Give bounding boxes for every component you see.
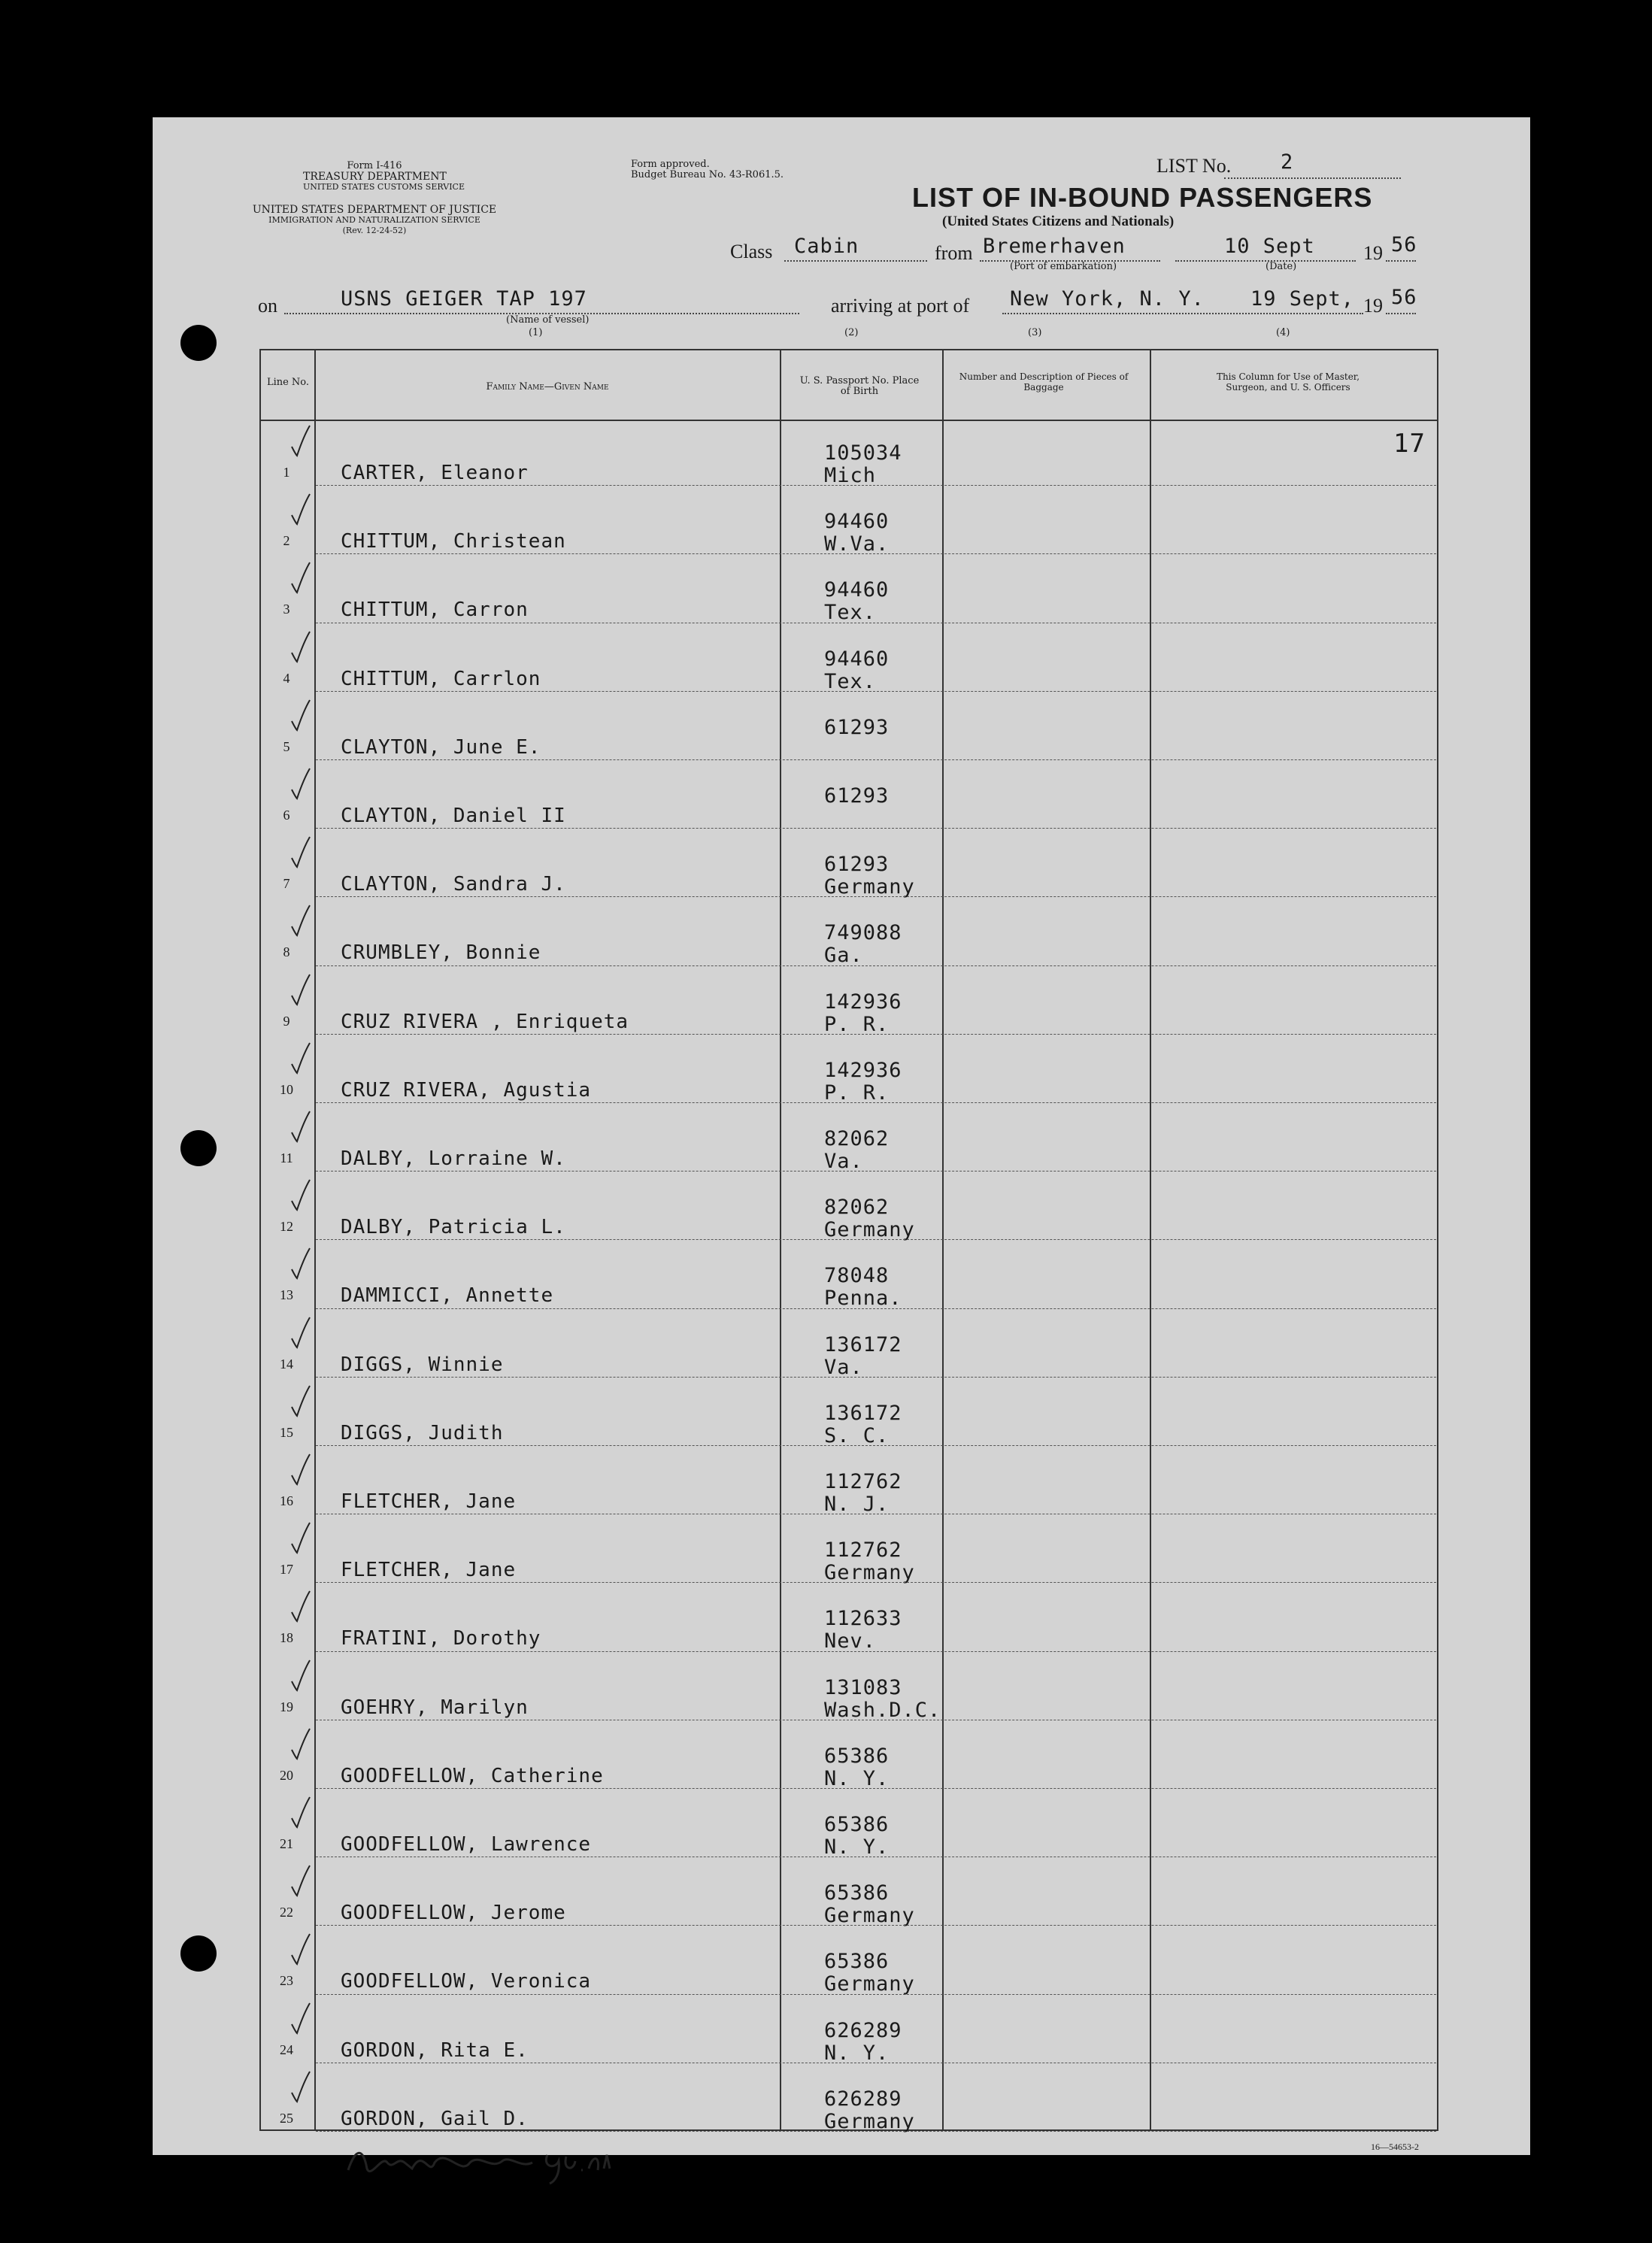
passport-number: 626289 — [824, 2018, 902, 2042]
passport-number: 136172 — [824, 1401, 902, 1425]
passport-number: 61293 — [824, 715, 890, 739]
passport-number: 61293 — [824, 853, 890, 877]
checkmark-icon — [289, 630, 312, 663]
passenger-name: GORDON, Rita E. — [341, 2038, 529, 2062]
checkmark-icon — [289, 1041, 312, 1075]
list-no-value: 2 — [1281, 150, 1294, 174]
header-line-no: Line No. — [266, 377, 310, 388]
customs-service: UNITED STATES CUSTOMS SERVICE — [303, 182, 465, 192]
row-rule — [316, 1445, 1436, 1446]
place-of-birth: Ga. — [824, 944, 863, 968]
checkmark-icon — [289, 1590, 312, 1623]
checkmark-icon — [289, 2002, 312, 2035]
year-prefix: 19 — [1363, 242, 1383, 264]
place-of-birth: Va. — [824, 1150, 863, 1173]
line-number: 12 — [280, 1219, 293, 1235]
row-rule — [316, 1994, 1436, 1995]
place-of-birth: Germany — [824, 2109, 915, 2133]
checkmark-icon — [289, 1178, 312, 1211]
line-number: 16 — [280, 1493, 293, 1508]
passport-number: 142936 — [824, 1058, 902, 1082]
place-of-birth: Tex. — [824, 669, 877, 693]
place-of-birth: Wash.D.C. — [824, 1698, 941, 1722]
checkmark-icon — [289, 1247, 312, 1280]
checkmark-icon — [289, 835, 312, 868]
header-baggage: Number and Description of Pieces of Baggage — [959, 371, 1129, 393]
passenger-name: DIGGS, Judith — [341, 1421, 504, 1444]
passenger-name: GOODFELLOW, Catherine — [341, 1764, 604, 1787]
line-number: 21 — [280, 1836, 293, 1851]
row-rule — [316, 1308, 1436, 1309]
col-3-label: (3) — [1028, 327, 1042, 338]
passport-number: 82062 — [824, 1127, 890, 1150]
departure-date: 10 Sept — [1224, 235, 1315, 258]
row-rule — [316, 759, 1436, 760]
line-number: 13 — [280, 1287, 293, 1303]
checkmark-icon — [289, 493, 312, 526]
header-officers: This Column for Use of Master, Surgeon, and U. S. Officers — [1216, 371, 1360, 393]
line-number: 18 — [280, 1630, 293, 1646]
passenger-name: CHITTUM, Carron — [341, 599, 529, 622]
passenger-name: FLETCHER, Jane — [341, 1490, 517, 1513]
passport-number: 61293 — [824, 784, 890, 808]
place-of-birth: Va. — [824, 1355, 863, 1379]
line-number: 19 — [280, 1699, 293, 1714]
ins-service: IMMIGRATION AND NATURALIZATION SERVICE — [268, 215, 480, 225]
place-of-birth: Germany — [824, 1904, 915, 1928]
arrival-year-prefix: 19 — [1363, 295, 1383, 317]
line-number: 15 — [280, 1424, 293, 1440]
place-of-birth: N. J. — [824, 1493, 890, 1516]
line-number: 24 — [280, 2041, 293, 2057]
from-port: Bremerhaven — [983, 235, 1126, 258]
row-rule — [316, 2131, 1436, 2132]
checkmark-icon — [289, 1110, 312, 1143]
row-rule — [316, 1102, 1436, 1103]
row-rule — [316, 1788, 1436, 1789]
header-passport: U. S. Passport No. Place of Birth — [799, 375, 920, 397]
passport-number: 112762 — [824, 1470, 902, 1493]
line-number: 23 — [280, 1973, 293, 1989]
revision-date: (Rev. 12-24-52) — [342, 226, 407, 235]
treasury-dept: TREASURY DEPARTMENT — [303, 171, 447, 183]
place-of-birth: P. R. — [824, 1081, 890, 1105]
arriving-label: arriving at port of — [831, 295, 970, 317]
row-rule — [316, 553, 1436, 554]
passenger-name: CLAYTON, June E. — [341, 735, 541, 759]
checkmark-icon — [289, 1453, 312, 1486]
row-rule — [316, 1239, 1436, 1240]
on-label: on — [258, 295, 277, 317]
row-rule — [316, 1377, 1436, 1378]
passport-number: 65386 — [824, 1744, 890, 1768]
passport-number: 65386 — [824, 1950, 890, 1974]
class-value: Cabin — [794, 235, 859, 258]
passport-number: 94460 — [824, 578, 890, 602]
line-number: 17 — [280, 1562, 293, 1578]
checkmark-icon — [289, 1521, 312, 1554]
passenger-name: CLAYTON, Daniel II — [341, 805, 566, 827]
date-caption: (Date) — [1266, 261, 1297, 272]
row-rule — [316, 1171, 1436, 1172]
page-title: LIST OF IN-BOUND PASSENGERS — [912, 182, 1373, 213]
passenger-name: CRUZ RIVERA, Agustia — [341, 1078, 592, 1102]
checkmark-icon — [289, 1796, 312, 1829]
line-number: 2 — [283, 533, 290, 549]
class-label: Class — [730, 241, 773, 262]
line-number: 20 — [280, 1767, 293, 1783]
passport-number: 65386 — [824, 1881, 890, 1905]
checkmark-icon — [289, 424, 312, 457]
arrival-date: 19 Sept, — [1250, 287, 1355, 311]
row-rule — [316, 828, 1436, 829]
place-of-birth: N. Y. — [824, 1766, 890, 1790]
passenger-name: GORDON, Gail D. — [341, 2107, 529, 2130]
justice-dept: UNITED STATES DEPARTMENT OF JUSTICE — [252, 204, 497, 216]
passenger-name: CHITTUM, Carrlon — [341, 667, 541, 690]
binder-hole — [180, 325, 217, 361]
row-rule — [316, 1651, 1436, 1652]
passport-number: 626289 — [824, 2087, 902, 2111]
row-rule — [316, 691, 1436, 692]
row-rule — [316, 896, 1436, 897]
row-rule — [316, 965, 1436, 966]
passenger-name: CLAYTON, Sandra J. — [341, 873, 566, 896]
passenger-name: CARTER, Eleanor — [341, 462, 529, 484]
passport-number: 136172 — [824, 1332, 902, 1356]
line-number: 6 — [283, 808, 290, 823]
passenger-name: DAMMICCI, Annette — [341, 1284, 554, 1308]
form-approved: Form approved. — [631, 159, 710, 170]
from-label: from — [935, 242, 973, 264]
line-number: 11 — [280, 1150, 293, 1165]
checkmark-icon — [289, 2070, 312, 2103]
col-1-label: (1) — [529, 327, 543, 338]
passenger-name: FLETCHER, Jane — [341, 1559, 517, 1582]
binder-hole — [180, 1935, 217, 1972]
checkmark-icon — [289, 904, 312, 937]
vessel-caption: (Name of vessel) — [506, 314, 590, 326]
row-rule — [316, 1582, 1436, 1583]
passport-number: 82062 — [824, 1196, 890, 1220]
passenger-name: GOODFELLOW, Veronica — [341, 1970, 592, 1993]
place-of-birth: W.Va. — [824, 532, 890, 556]
row-rule — [316, 1925, 1436, 1926]
passport-number: 65386 — [824, 1813, 890, 1836]
passport-number: 105034 — [824, 441, 902, 465]
passport-number: 94460 — [824, 510, 890, 534]
line-number: 14 — [280, 1356, 293, 1372]
place-of-birth: Mich — [824, 464, 877, 487]
line-number: 7 — [283, 876, 290, 892]
arrival-port: New York, N. Y. — [1010, 287, 1205, 311]
passport-number: 112633 — [824, 1607, 902, 1631]
place-of-birth: Germany — [824, 1972, 915, 1996]
place-of-birth: Penna. — [824, 1287, 902, 1311]
list-no-label: LIST No. — [1156, 155, 1232, 177]
col-2-label: (2) — [844, 327, 859, 338]
passenger-name: CRUMBLEY, Bonnie — [341, 941, 541, 965]
passport-number: 142936 — [824, 990, 902, 1014]
departure-year: 56 — [1391, 233, 1417, 256]
checkmark-icon — [289, 1864, 312, 1897]
line-number: 3 — [283, 602, 290, 617]
passport-number: 112762 — [824, 1538, 902, 1563]
place-of-birth: Germany — [824, 875, 915, 899]
passenger-name: GOEHRY, Marilyn — [341, 1696, 529, 1719]
line-number: 10 — [280, 1081, 293, 1097]
checkmark-icon — [289, 1932, 312, 1966]
passenger-name: DALBY, Patricia L. — [341, 1216, 566, 1239]
row-rule — [316, 485, 1436, 486]
line-number: 25 — [280, 2110, 293, 2126]
passenger-name: FRATINI, Dorothy — [341, 1627, 541, 1650]
line-number: 4 — [283, 670, 290, 686]
place-of-birth: Tex. — [824, 601, 877, 625]
place-of-birth: S. C. — [824, 1423, 890, 1447]
place-of-birth: N. Y. — [824, 2041, 890, 2065]
checkmark-icon — [289, 1316, 312, 1349]
port-caption: (Port of embarkation) — [1010, 261, 1117, 272]
checkmark-icon — [289, 699, 312, 732]
checkmark-icon — [289, 973, 312, 1006]
vessel-name: USNS GEIGER TAP 197 — [341, 287, 587, 311]
binder-hole — [180, 1130, 217, 1166]
checkmark-icon — [289, 1659, 312, 1692]
place-of-birth: Germany — [824, 1561, 915, 1585]
checkmark-icon — [289, 767, 312, 800]
budget-bureau: Budget Bureau No. 43-R061.5. — [631, 169, 784, 180]
page-subtitle: (United States Citizens and Nationals) — [942, 214, 1175, 229]
checkmark-icon — [289, 561, 312, 594]
place-of-birth: Nev. — [824, 1629, 877, 1653]
passport-number: 94460 — [824, 647, 890, 671]
row-rule — [316, 1034, 1436, 1035]
print-code: 16—54653-2 — [1371, 2141, 1419, 2152]
col-4-label: (4) — [1276, 327, 1290, 338]
passenger-name: GOODFELLOW, Jerome — [341, 1902, 566, 1925]
arrival-year: 56 — [1391, 286, 1417, 309]
passenger-name: GOODFELLOW, Lawrence — [341, 1833, 592, 1856]
manifest-page — [153, 117, 1530, 2155]
place-of-birth: Germany — [824, 1218, 915, 1242]
place-of-birth: N. Y. — [824, 1835, 890, 1859]
line-number: 22 — [280, 1905, 293, 1920]
line-number: 5 — [283, 738, 290, 754]
passport-number: 749088 — [824, 921, 902, 945]
place-of-birth: P. R. — [824, 1012, 890, 1036]
header-name: Family Name—Given Name — [486, 381, 609, 393]
inspector-signature — [341, 2140, 611, 2193]
passenger-name: DIGGS, Winnie — [341, 1353, 504, 1376]
line-number: 8 — [283, 944, 290, 960]
passenger-name: CHITTUM, Christean — [341, 530, 566, 553]
officer-note: 17 — [1393, 429, 1426, 459]
passport-number: 131083 — [824, 1675, 902, 1699]
line-number: 9 — [283, 1013, 290, 1029]
passenger-name: DALBY, Lorraine W. — [341, 1147, 566, 1170]
checkmark-icon — [289, 1727, 312, 1760]
form-number: Form I-416 — [347, 160, 402, 171]
checkmark-icon — [289, 1384, 312, 1417]
passenger-name: CRUZ RIVERA , Enriqueta — [341, 1010, 629, 1033]
passport-number: 78048 — [824, 1264, 890, 1288]
line-number: 1 — [283, 465, 290, 480]
